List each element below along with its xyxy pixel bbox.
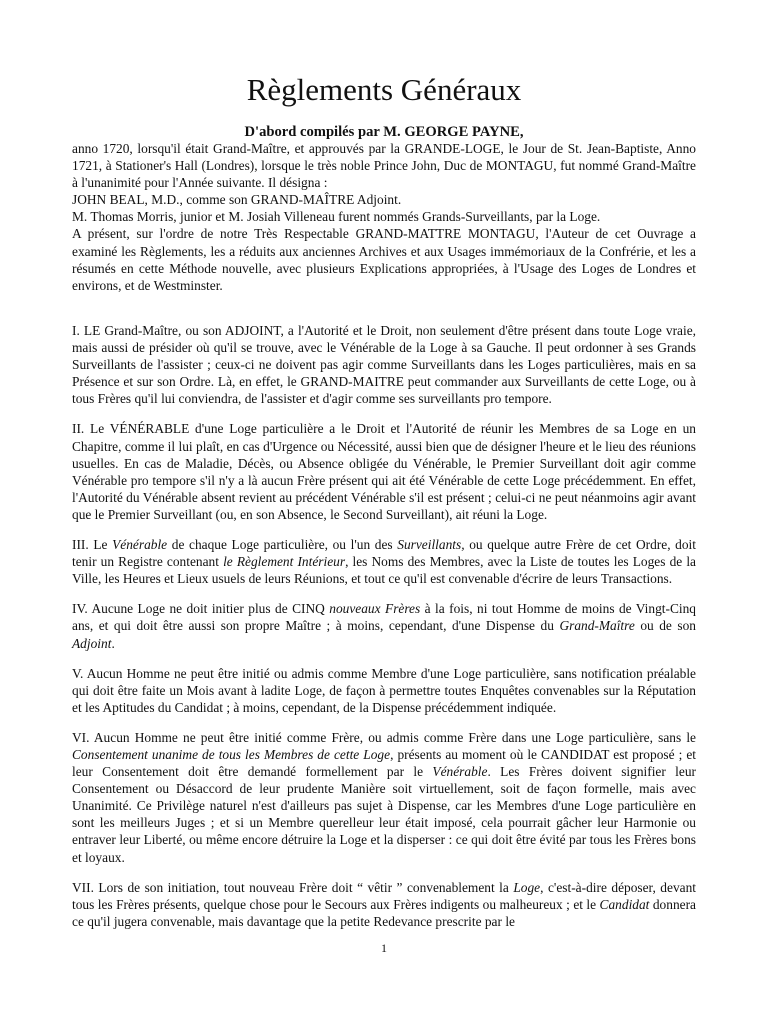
article-2: II. Le VÉNÉRABLE d'une Loge particulière a le Droit et l'Autorité de réunir les Membres de sa Loge en un Chapitre, comme il lui plaît, en cas d'Urgence ou Nécessité, aussi bien que de désigner l'heure et le lieu des réunions usuelles. En cas de Maladie, Décès, ou Absence obligée du Vénérable, le Premier Surveillant doit agir comme Vénérable pro tempore s'il n'y a là aucun Frère présent qui ait été Vénérable de cette Loge précédemment. En effet, l'Autorité du Vénérable absent revient au précédent Vénérable s'il est présent ; celui-ci ne peut néanmoins agir avant que le Premier Surveillant (ou, en son Absence, le Second Surveillant), ait réuni la Loge.	[72, 421, 696, 522]
intro-paragraph: M. Thomas Morris, junior et M. Josiah Villeneau furent nommés Grands-Surveillants, par la Loge.	[72, 209, 601, 225]
page-number: 1	[381, 941, 387, 955]
intro-paragraph: JOHN BEAL, M.D., comme son GRAND-MAÎTRE Adjoint.	[72, 192, 402, 208]
intro-paragraph: anno 1720, lorsqu'il était Grand-Maître, et approuvés par la GRANDE-LOGE, le Jour de St. Jean-Baptiste, Anno 1721, à Stationer's Hall (Londres), lorsque le très noble Prince John, Duc de MONTAGU, fut nommé Grand-Maître à l'unanimité pour l'Année suivante. Il désigna :	[72, 141, 696, 191]
text-span: IV. Aucune Loge ne doit initier plus de CINQ	[72, 601, 330, 617]
text-span: à la fois, ni tout Homme de moins de Vingt-Cinq ans, et qui doit être aussi son propre Maître ; à moins, cependant, d'une Dispense du	[72, 601, 697, 634]
document-title: Règlements Généraux	[246, 72, 522, 107]
italic-span: Grand-Maître	[559, 618, 635, 634]
article-4	[72, 600, 696, 651]
text-span: donnera ce qu'il jugera convenable, mais davantage que la petite Redevance prescrite par le	[72, 896, 696, 929]
italic-span: Vénérable	[432, 764, 488, 780]
article-1: I. LE Grand-Maître, ou son ADJOINT, a l'Autorité et le Droit, non seulement d'être présent dans toute Loge vraie, mais aussi de présider où qu'il se trouve, avec le Vénérable de la Loge à sa Gauche. Il peut ordonner à ses Grands Surveillants de l'assister ; ceux-ci ne doivent pas agir comme Surveillants dans les Loges particulières, mais en sa Présence et sur son Ordre. Là, en effet, le GRAND-MAITRE peut commander aux Surveillants de cette Loge, ou à tous Frères qu'il lui conviendra, de l'assister et d'agir comme ses surveillants pro tempore.	[72, 323, 696, 407]
article-3	[72, 536, 696, 587]
intro-paragraph: A présent, sur l'ordre de notre Très Respectable GRAND-MATTRE MONTAGU, l'Auteur de cet Ouvrage a examiné les Règlements, les a réduits aux anciennes Archives et aux Usages immémoriaux de la Confrérie, et les a résumés en cette Méthode nouvelle, avec plusieurs Explications appropriées, à l'Usage des Loges de Londres et environs, et de Westminster.	[72, 226, 696, 293]
text-span: . Les Frères doivent signifier leur Consentement ou Désaccord de leur prudente Manière soit virtuellement, soit de façon formelle, mais avec Unanimité. Ce Privilège naturel n'est d'ailleurs pas sujet à Dispense, car les Membres d'une Loge particulière en sont les meilleurs Juges ; et si un Membre querelleur leur était imposé, cela pourrait gâcher leur Harmonie ou entraver leur Liberté, ou même encore détruire la Loge et la disperser : ce qui doit être évité par tous les Frères bons et loyaux.	[72, 764, 696, 865]
text-span: VII. Lors de son initiation, tout nouveau Frère doit “ vêtir ” convenablement la	[72, 879, 514, 895]
italic-span: le Règlement Intérieur	[223, 554, 346, 570]
text-span: , c'est-à-dire déposer, devant tous les Frères présents, quelque chose pour le Secours aux Frères indigents ou malheureux ; et le	[72, 879, 697, 912]
intro-section	[72, 140, 696, 294]
text-span: de chaque Loge particulière, ou l'un des	[167, 537, 398, 553]
italic-span: Adjoint	[72, 635, 112, 651]
italic-span: Surveillants,	[397, 537, 465, 553]
articles-section	[72, 322, 696, 943]
text-span: , les Noms des Membres, avec la Liste de toutes les Loges de la Ville, les Heures et Lieux usuels de leurs Réunions, et tout ce qu'il est convenable d'écrire de leurs Transactions.	[72, 554, 696, 587]
text-span: , présents au moment où le CANDIDAT est proposé ; et leur Consentement doit être demandé formellement par le	[72, 746, 696, 780]
text-span: VI. Aucun Homme ne peut être initié comme Frère, ou admis comme Frère dans une Loge particulière, sans le	[72, 729, 696, 745]
italic-span: Loge	[513, 879, 541, 895]
article-6	[72, 729, 696, 866]
text-span: III. Le	[72, 537, 113, 553]
article-5: V. Aucun Homme ne peut être initié ou admis comme Membre d'une Loge particulière, sans notification préalable qui doit être faite un Mois avant à ladite Loge, de façon à permettre toutes Enquêtes convenables sur la Réputation et les Aptitudes du Candidat ; à moins, cependant, de la Dispense précédemment indiquée.	[72, 665, 696, 715]
text-span: .	[111, 635, 115, 651]
italic-span: nouveaux Frères	[329, 601, 421, 617]
text-span: ou quelque autre Frère de cet Ordre, doit tenir un Registre contenant	[72, 537, 696, 570]
article-7	[72, 879, 696, 930]
text-span: ou de son	[634, 618, 696, 634]
italic-span: Vénérable	[112, 537, 168, 553]
italic-span: Consentement unanime de tous les Membres de cette Loge	[72, 746, 391, 762]
italic-span: Candidat	[599, 896, 650, 912]
document-subtitle: D'abord compilés par M. GEORGE PAYNE,	[244, 124, 524, 140]
